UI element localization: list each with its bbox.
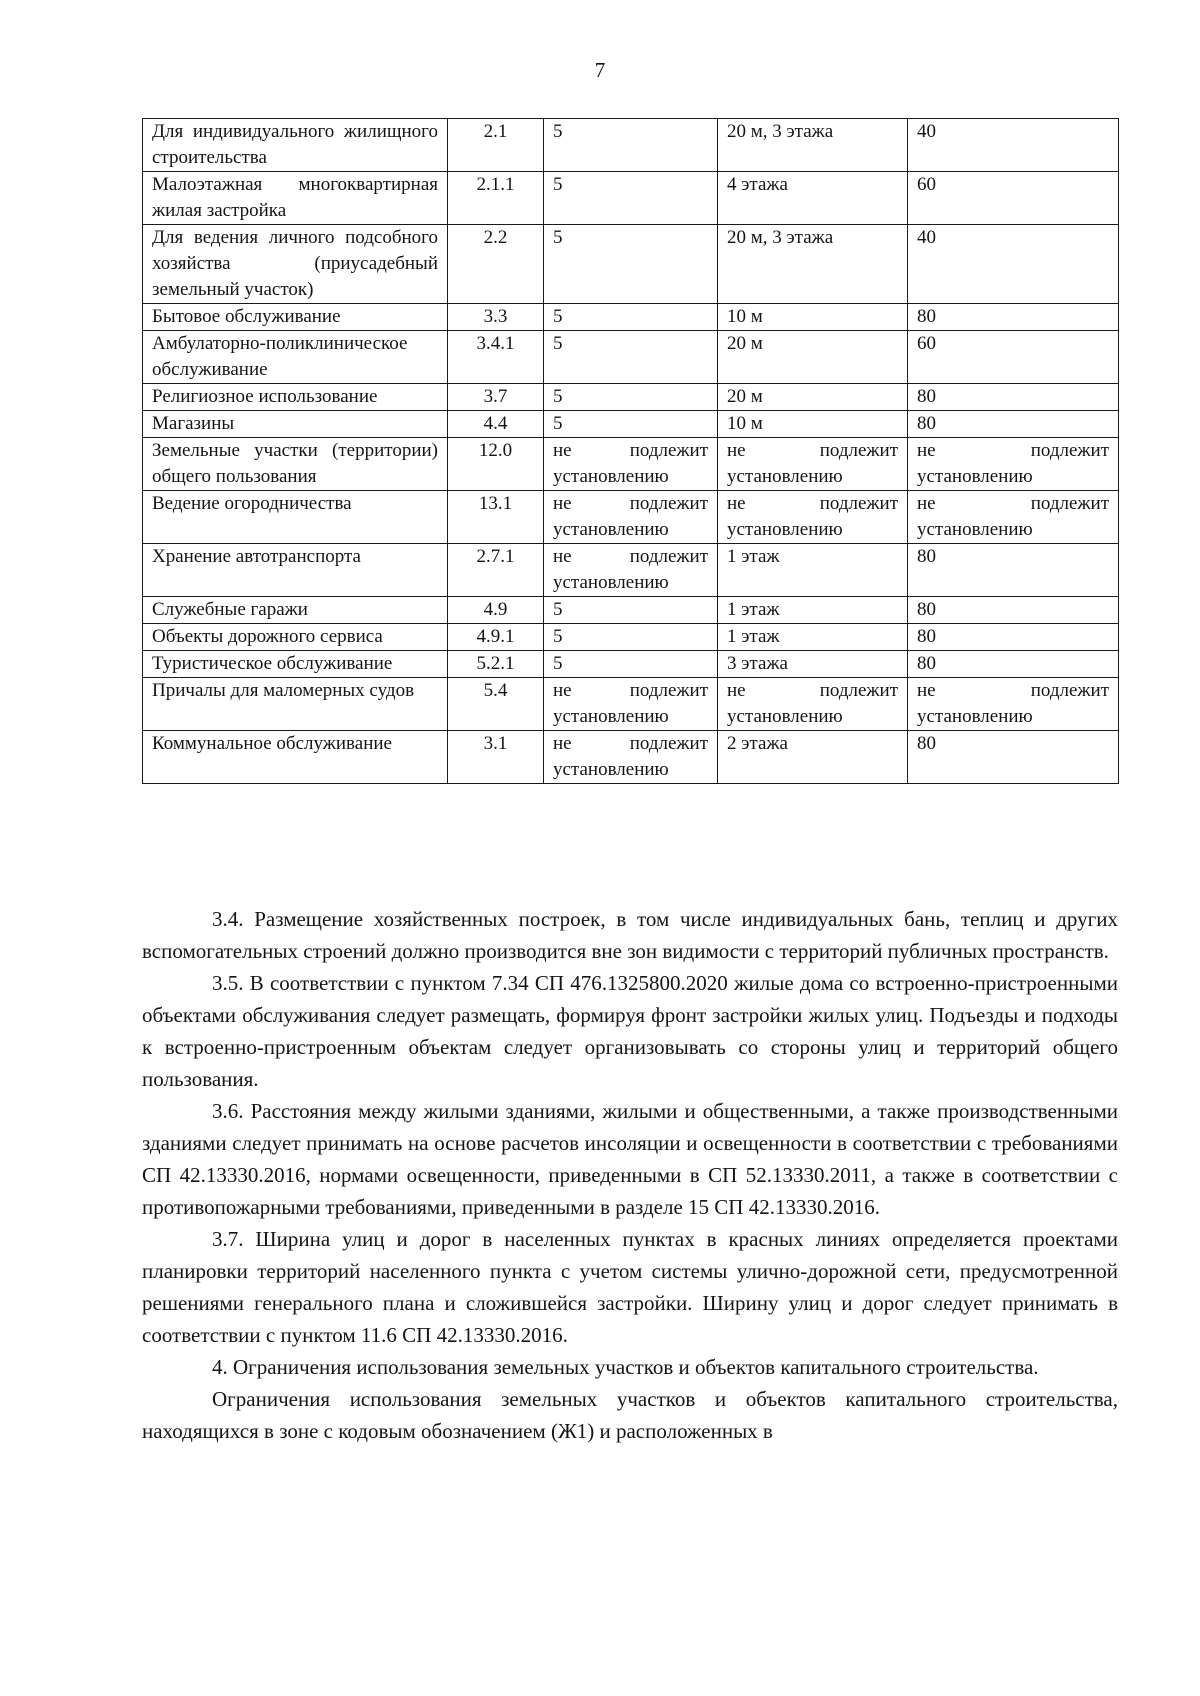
value-cell: 5 (544, 119, 718, 172)
code-cell: 3.4.1 (448, 331, 544, 384)
percent-cell: 80 (908, 651, 1119, 678)
table-row (143, 678, 1119, 731)
height-cell: не подлежит установлению (718, 491, 908, 544)
percent-cell: 80 (908, 624, 1119, 651)
use-type-cell: Магазины (143, 411, 448, 438)
height-cell: 20 м (718, 331, 908, 384)
height-cell: 10 м (718, 411, 908, 438)
use-type-cell: Объекты дорожного сервиса (143, 624, 448, 651)
value-cell: 5 (544, 651, 718, 678)
percent-cell: не подлежит установлению (908, 491, 1119, 544)
code-cell: 2.1 (448, 119, 544, 172)
value-cell: не подлежит установлению (544, 438, 718, 491)
table-row (143, 331, 1119, 384)
body-text (142, 903, 1118, 1447)
land-use-table (142, 118, 1119, 784)
use-type-cell: Туристическое обслуживание (143, 651, 448, 678)
height-cell: 20 м, 3 этажа (718, 225, 908, 304)
use-type-cell: Хранение автотранспорта (143, 544, 448, 597)
value-cell: 5 (544, 304, 718, 331)
percent-cell: не подлежит установлению (908, 678, 1119, 731)
value-cell: 5 (544, 225, 718, 304)
table-row (143, 544, 1119, 597)
value-cell: не подлежит установлению (544, 678, 718, 731)
height-cell: 3 этажа (718, 651, 908, 678)
percent-cell: 80 (908, 544, 1119, 597)
code-cell: 5.2.1 (448, 651, 544, 678)
value-cell: 5 (544, 597, 718, 624)
use-type-cell: Малоэтажная многоквартирная жилая застройка (143, 172, 448, 225)
use-type-cell: Служебные гаражи (143, 597, 448, 624)
use-type-cell: Ведение огородничества (143, 491, 448, 544)
height-cell: 1 этаж (718, 544, 908, 597)
percent-cell: 80 (908, 411, 1119, 438)
table-row (143, 624, 1119, 651)
paragraph-restrictions: Ограничения использования земельных участков и объектов капитального строительства, находящихся в зоне с кодовым обозначением (Ж1) и расположенных в (142, 1387, 1118, 1443)
percent-cell: 80 (908, 731, 1119, 784)
percent-cell: 80 (908, 597, 1119, 624)
code-cell: 4.4 (448, 411, 544, 438)
table-row (143, 491, 1119, 544)
percent-cell: 40 (908, 119, 1119, 172)
use-type-cell: Бытовое обслуживание (143, 304, 448, 331)
code-cell: 5.4 (448, 678, 544, 731)
height-cell: не подлежит установлению (718, 438, 908, 491)
percent-cell: 60 (908, 172, 1119, 225)
height-cell: 1 этаж (718, 597, 908, 624)
use-type-cell: Религиозное использование (143, 384, 448, 411)
height-cell: 2 этажа (718, 731, 908, 784)
table-row (143, 411, 1119, 438)
use-type-cell: Причалы для маломерных судов (143, 678, 448, 731)
table-row (143, 384, 1119, 411)
paragraph-3-4: 3.4. Размещение хозяйственных построек, в том числе индивидуальных бань, теплиц и других вспомогательных строений должно производится вне зон видимости с территорий публичных пространств. (142, 907, 1118, 963)
table-row (143, 438, 1119, 491)
table-row (143, 597, 1119, 624)
code-cell: 4.9.1 (448, 624, 544, 651)
page-number: 7 (594, 58, 606, 82)
height-cell: 20 м, 3 этажа (718, 119, 908, 172)
percent-cell: 40 (908, 225, 1119, 304)
table-row (143, 119, 1119, 172)
value-cell: 5 (544, 172, 718, 225)
value-cell: 5 (544, 331, 718, 384)
value-cell: 5 (544, 384, 718, 411)
value-cell: не подлежит установлению (544, 491, 718, 544)
code-cell: 13.1 (448, 491, 544, 544)
percent-cell: 80 (908, 384, 1119, 411)
code-cell: 4.9 (448, 597, 544, 624)
use-type-cell: Для ведения личного подсобного хозяйства (приусадебный земельный участок) (143, 225, 448, 304)
height-cell: 10 м (718, 304, 908, 331)
height-cell: 1 этаж (718, 624, 908, 651)
table-row (143, 651, 1119, 678)
use-type-cell: Для индивидуального жилищного строительства (143, 119, 448, 172)
percent-cell: 60 (908, 331, 1119, 384)
table-row (143, 304, 1119, 331)
height-cell: не подлежит установлению (718, 678, 908, 731)
paragraph-3-5: 3.5. В соответствии с пунктом 7.34 СП 476.1325800.2020 жилые дома со встроенно-пристроенными объектами обслуживания следует размещать, формируя фронт застройки жилых улиц. Подъезды и подходы к встроенно-пристроенным объектам следует организовывать со стороны улиц и территорий общего пользования. (142, 971, 1118, 1091)
code-cell: 3.1 (448, 731, 544, 784)
table-row (143, 172, 1119, 225)
paragraph-3-6: 3.6. Расстояния между жилыми зданиями, жилыми и общественными, а также производственными зданиями следует принимать на основе расчетов инсоляции и освещенности в соответствии с требованиями СП 42.13330.2016, нормами освещенности, приведенными в СП 52.13330.2011, а также в соответствии с противопожарными требованиями, приведенными в разделе 15 СП 42.13330.2016. (142, 1099, 1118, 1219)
table-row (143, 225, 1119, 304)
percent-cell: 80 (908, 304, 1119, 331)
code-cell: 3.7 (448, 384, 544, 411)
paragraph-3-7: 3.7. Ширина улиц и дорог в населенных пунктах в красных линиях определяется проектами планировки территорий населенного пункта с учетом системы улично-дорожной сети, предусмотренной решениями генерального плана и сложившейся застройки. Ширину улиц и дорог следует принимать в соответствии с пунктом 11.6 СП 42.13330.2016. (142, 1227, 1118, 1347)
use-type-cell: Земельные участки (территории) общего пользования (143, 438, 448, 491)
value-cell: не подлежит установлению (544, 731, 718, 784)
use-type-cell: Коммунальное обслуживание (143, 731, 448, 784)
table-row (143, 731, 1119, 784)
value-cell: 5 (544, 411, 718, 438)
value-cell: 5 (544, 624, 718, 651)
value-cell: не подлежит установлению (544, 544, 718, 597)
code-cell: 12.0 (448, 438, 544, 491)
paragraph-4-heading: 4. Ограничения использования земельных участков и объектов капитального строительства. (212, 1355, 1039, 1379)
code-cell: 2.7.1 (448, 544, 544, 597)
code-cell: 3.3 (448, 304, 544, 331)
use-type-cell: Амбулаторно-поликлиническое обслуживание (143, 331, 448, 384)
height-cell: 20 м (718, 384, 908, 411)
code-cell: 2.1.1 (448, 172, 544, 225)
percent-cell: не подлежит установлению (908, 438, 1119, 491)
code-cell: 2.2 (448, 225, 544, 304)
height-cell: 4 этажа (718, 172, 908, 225)
